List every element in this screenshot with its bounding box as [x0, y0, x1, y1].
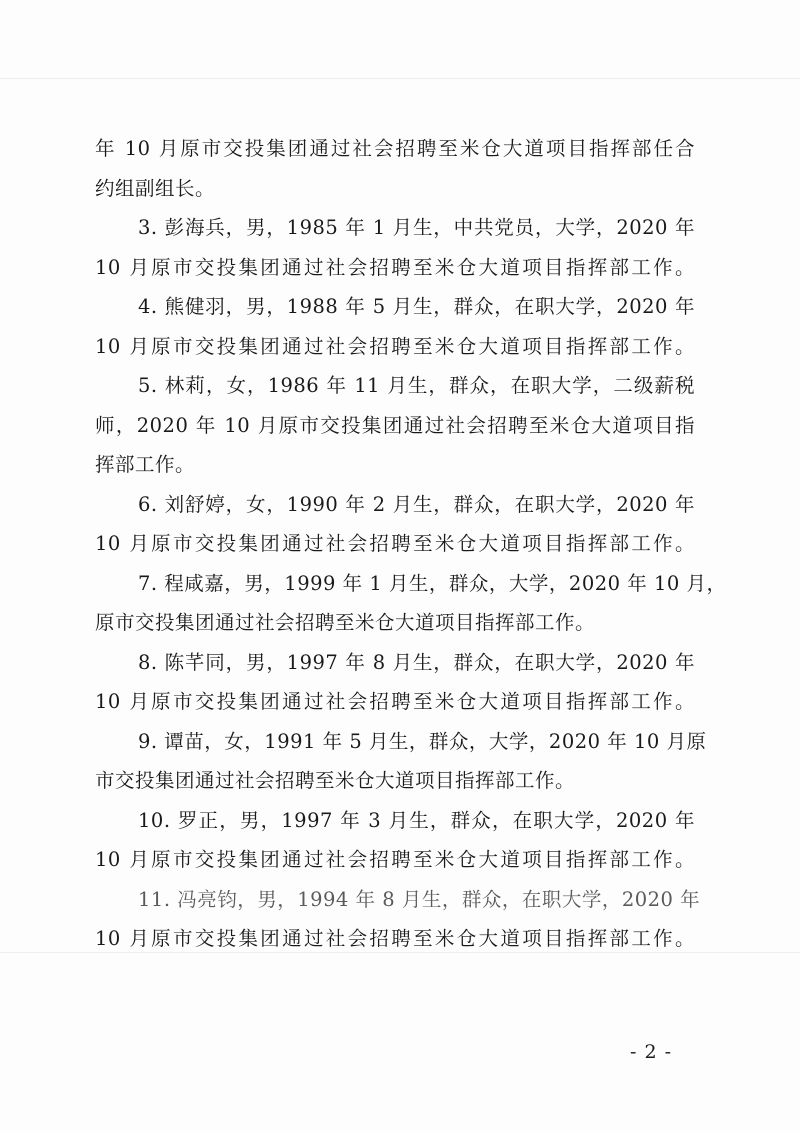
text-line: 年 10 月原市交投集团通过社会招聘至米仓大道项目指挥部任合 [95, 137, 695, 160]
text-line: 市交投集团通过社会招聘至米仓大道项目指挥部工作。 [95, 769, 576, 792]
text-line: 6. 刘舒婷，女，1990 年 2 月生，群众，在职大学，2020 年 [138, 492, 695, 516]
text-line: 10 月原市交投集团通过社会招聘至米仓大道项目指挥部工作。 [95, 334, 695, 358]
text-line: 约组副组长。 [95, 176, 216, 200]
scan-artifact-top [0, 78, 800, 79]
text-line: 4. 熊健羽，男，1988 年 5 月生，群众，在职大学，2020 年 [138, 295, 695, 318]
scan-artifact-bottom [0, 952, 800, 953]
text-line: 原市交投集团通过社会招聘至米仓大道项目指挥部工作。 [95, 611, 596, 634]
page-number: - 2 - [630, 1041, 673, 1063]
text-line: 5. 林莉，女，1986 年 11 月生，群众，在职大学，二级薪税 [138, 374, 695, 397]
text-line: 10 月原市交投集团通过社会招聘至米仓大道项目指挥部工作。 [95, 848, 695, 871]
text-line: 10 月原市交投集团通过社会招聘至米仓大道项目指挥部工作。 [95, 255, 695, 279]
text-line: 8. 陈芊同，男，1997 年 8 月生，群众，在职大学，2020 年 [138, 650, 695, 674]
text-line: 3. 彭海兵，男，1985 年 1 月生，中共党员，大学，2020 年 [138, 216, 695, 239]
text-line: 11. 冯亮钧，男，1994 年 8 月生，群众，在职大学，2020 年 [138, 887, 701, 911]
text-line: 师，2020 年 10 月原市交投集团通过社会招聘至米仓大道项目指 [95, 413, 695, 437]
text-line: 9. 谭苗，女，1991 年 5 月生，群众，大学，2020 年 10 月原 [138, 729, 707, 753]
text-line: 10 月原市交投集团通过社会招聘至米仓大道项目指挥部工作。 [95, 532, 695, 555]
text-line: 7. 程咸嘉，男，1999 年 1 月生，群众，大学，2020 年 10 月， [138, 571, 727, 595]
text-line: 10 月原市交投集团通过社会招聘至米仓大道项目指挥部工作。 [95, 927, 695, 950]
text-line: 10 月原市交投集团通过社会招聘至米仓大道项目指挥部工作。 [95, 690, 695, 713]
document-body [95, 129, 727, 959]
text-line: 挥部工作。 [95, 453, 196, 476]
text-line: 10. 罗正，男，1997 年 3 月生，群众，在职大学，2020 年 [138, 808, 695, 832]
